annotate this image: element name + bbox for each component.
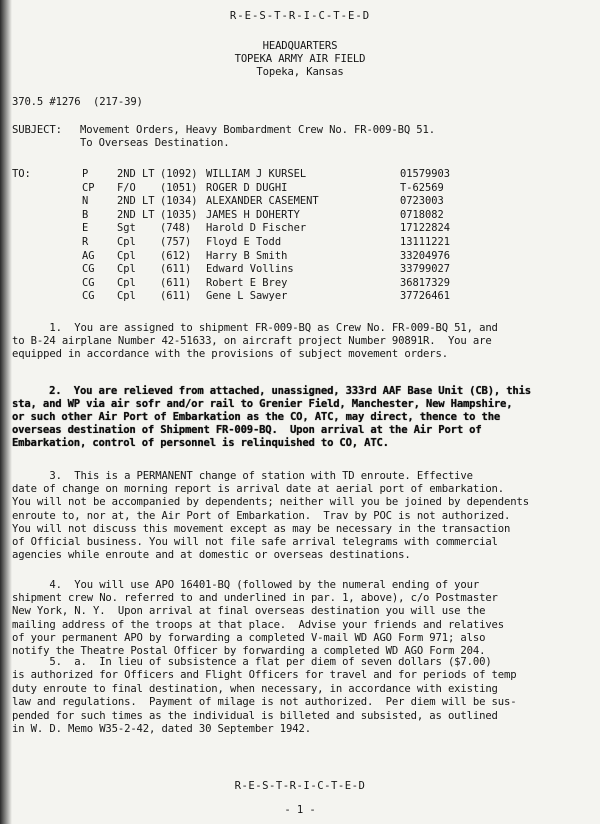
crew-position: N <box>82 195 89 208</box>
crew-code: (611) <box>160 290 192 303</box>
paragraph-line: is authorized for Officers and Flight Officers for travel and for periods of temp <box>12 669 517 682</box>
crew-serial: 33204976 <box>400 249 451 262</box>
crew-code: (1051) <box>160 181 198 194</box>
crew-position: E <box>82 222 89 235</box>
paragraph-line: date of change on morning report is arrival date at aerial port of embarkation. <box>12 483 505 496</box>
crew-serial: 37726461 <box>400 290 451 303</box>
crew-code: (1092) <box>160 168 198 180</box>
crew-code: (1035) <box>160 208 198 221</box>
page-number: - 1 - <box>284 804 316 816</box>
crew-rank: 2ND LT <box>117 168 155 180</box>
paragraph-line: duty enroute to final destination, when necessary, in accordance with existing <box>12 682 498 695</box>
paragraph-line: notify the Theatre Postal Officer by forwarding a completed WD AGO Form 204. <box>12 645 486 657</box>
crew-serial: 0723003 <box>400 195 444 208</box>
paragraph-line: 5. a. In lieu of subsistence a flat per diem of seven dollars ($7.00) <box>12 656 492 668</box>
crew-row <box>0 195 600 208</box>
paragraph-line: shipment crew No. referred to and underlined in par. 1, above), c/o Postmaster <box>12 592 498 605</box>
crew-code: (611) <box>160 276 192 289</box>
crew-position: CP <box>82 181 95 194</box>
crew-row <box>0 290 600 303</box>
crew-code: (748) <box>160 222 192 235</box>
classification-bottom: R-E-S-T-R-I-C-T-E-D <box>234 780 366 792</box>
crew-name: Robert E Brey <box>206 276 288 289</box>
crew-rank: 2ND LT <box>117 208 155 221</box>
paragraph-line: in W. D. Memo W35-2-42, dated 30 September 1942. <box>12 723 311 735</box>
crew-position: CG <box>82 276 95 289</box>
crew-rank: Cpl <box>117 236 136 248</box>
paragraph-line: or such other Air Port of Embarkation as the CO, ATC, may direct, thence to the <box>12 411 501 423</box>
crew-row <box>0 209 600 222</box>
paragraph-line: You will not discuss this movement except as may be necessary in the transaction <box>12 522 511 535</box>
crew-rank: F/O <box>117 181 136 194</box>
crew-serial: 0718082 <box>400 208 444 221</box>
paragraph-line: mailing address of the troops at that place. Advise your friends and relatives <box>12 618 505 631</box>
crew-code: (757) <box>160 236 192 248</box>
crew-rank: Sgt <box>117 222 136 235</box>
paragraph-line: You will not be accompanied by dependents; neither will you be joined by dependents <box>12 496 529 509</box>
crew-row <box>0 263 600 276</box>
crew-row <box>0 168 600 181</box>
paragraph-line: equipped in accordance with the provisions of subject movement orders. <box>12 348 448 360</box>
crew-serial: 36817329 <box>400 276 451 289</box>
paragraph-line: 2. You are relieved from attached, unassigned, 333rd AAF Base Unit (CB), this <box>12 385 531 397</box>
crew-serial: T-62569 <box>400 181 444 194</box>
crew-row <box>0 222 600 235</box>
paragraph-line: 1. You are assigned to shipment FR-009-BQ as Crew No. FR-009-BQ 51, and <box>12 322 498 334</box>
paragraph-line: enroute to, nor at, the Air Port of Embarkation. Trav by POC is not authorized. <box>12 509 511 522</box>
crew-position: AG <box>82 249 95 262</box>
paragraph-line: 3. This is a PERMANENT change of station with TD enroute. Effective <box>12 470 473 482</box>
crew-serial: 17122824 <box>400 222 451 235</box>
crew-serial: 01579903 <box>400 168 451 180</box>
to-label: TO: <box>12 168 31 180</box>
crew-row <box>0 182 600 195</box>
paragraph-line: law and regulations. Payment of milage is not authorized. Per diem will be sus- <box>12 696 517 709</box>
crew-rank: Cpl <box>117 263 136 276</box>
crew-row <box>0 277 600 290</box>
paragraph-line: agencies while enroute and at domestic or overseas destinations. <box>12 549 411 562</box>
crew-code: (611) <box>160 263 192 276</box>
crew-code: (612) <box>160 249 192 262</box>
unit-heading: TOPEKA ARMY AIR FIELD <box>234 53 366 65</box>
crew-rank: Cpl <box>117 249 136 262</box>
paragraph-line: overseas destination of Shipment FR-009-BQ. Upon arrival at the Air Port of <box>12 424 482 436</box>
subject-label: SUBJECT: <box>12 124 62 136</box>
crew-rank: 2ND LT <box>117 195 155 208</box>
paragraph-line: New York, N. Y. Upon arrival at final overseas destination you will use the <box>12 605 486 618</box>
paragraph-line: of Official business. You will not file safe arrival telegrams with commercial <box>12 536 498 548</box>
crew-name: JAMES H DOHERTY <box>206 208 300 221</box>
crew-row <box>0 236 600 249</box>
crew-position: R <box>82 236 89 248</box>
crew-code: (1034) <box>160 195 198 208</box>
crew-row <box>0 250 600 263</box>
crew-name: ROGER D DUGHI <box>206 181 288 194</box>
subject-line-1: Movement Orders, Heavy Bombardment Crew No. FR-009-BQ 51. <box>80 124 435 136</box>
classification-top: R-E-S-T-R-I-C-T-E-D <box>229 10 371 22</box>
crew-name: ALEXANDER CASEMENT <box>206 195 319 208</box>
paragraph-line: sta, and WP via air sofr and/or rail to Grenier Field, Manchester, New Hampshire, <box>12 398 513 410</box>
crew-name: Gene L Sawyer <box>206 290 288 303</box>
crew-name: Floyd E Todd <box>206 236 282 248</box>
paragraph-line: of your permanent APO by forwarding a completed V-mail WD AGO Form 971; also <box>12 631 486 644</box>
crew-position: CG <box>82 263 95 276</box>
crew-serial: 13111221 <box>400 236 451 248</box>
reference-number: 370.5 #1276 (217-39) <box>12 96 143 108</box>
crew-name: Harold D Fischer <box>206 222 307 235</box>
location-heading: Topeka, Kansas <box>256 66 344 78</box>
crew-rank: Cpl <box>117 290 136 303</box>
crew-name: Edward Vollins <box>206 263 294 276</box>
scan-edge-left <box>0 0 12 824</box>
crew-name: WILLIAM J KURSEL <box>206 168 307 180</box>
crew-name: Harry B Smith <box>206 249 288 262</box>
subject-line-2: To Overseas Destination. <box>80 137 230 149</box>
crew-serial: 33799027 <box>400 263 451 276</box>
crew-position: CG <box>82 290 95 303</box>
org-heading: HEADQUARTERS <box>262 40 338 52</box>
paragraph-line: to B-24 airplane Number 42-51633, on aircraft project Number 90891R. You are <box>12 335 492 347</box>
crew-rank: Cpl <box>117 276 136 289</box>
crew-position: B <box>82 208 89 221</box>
paragraph-line: pended for such times as the individual is billeted and subsisted, as outlined <box>12 709 498 722</box>
crew-position: P <box>82 168 89 180</box>
paragraph-line: 4. You will use APO 16401-BQ (followed by the numeral ending of your <box>12 579 480 591</box>
paragraph-line: Embarkation, control of personnel is relinquished to CO, ATC. <box>12 437 389 449</box>
